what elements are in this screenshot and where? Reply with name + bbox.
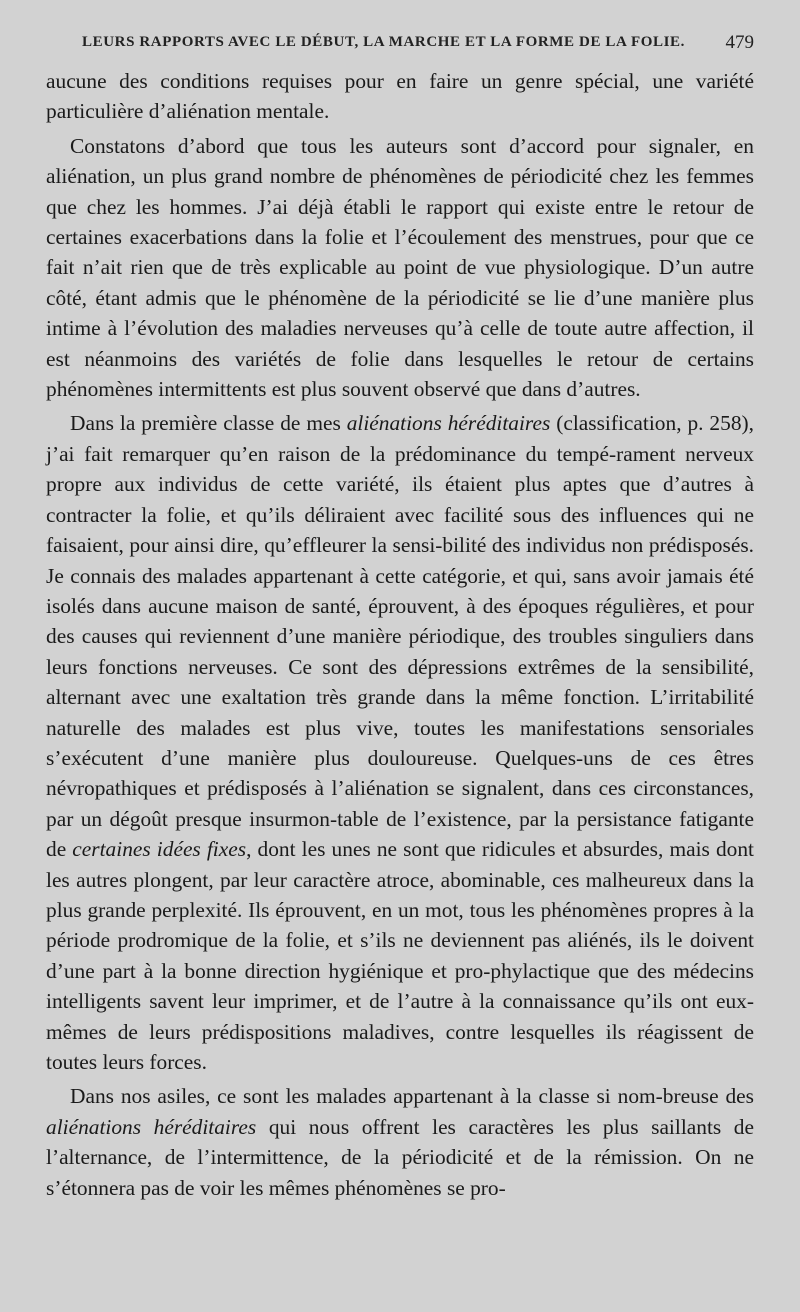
page-header: [82, 34, 752, 56]
paragraph: [46, 1081, 754, 1203]
text-segment: Dans la première classe de mes: [70, 411, 347, 436]
text-segment: (classification, p. 258), j’ai fait remarquer qu’en raison de la prédominance du tempé-rament nerveux propre aux individus de cette variété, ils étaient plus aptes que d’autres à contracter la folie, et qu’ils déliraient avec facilité sous des influences qui ne faisaient, pour ainsi dire, qu’effleurer la sensi-bilité des individus non prédisposés. Je connais des malades appartenant à cette catégorie, et qui, sans avoir jamais été isolés dans aucune maison de santé, éprouvent, à des époques régulières, et pour des causes qui reviennent d’une manière périodique, des troubles singuliers dans leurs fonctions nerveuses. Ce sont des dépressions extrêmes de la sensibilité, alternant avec une exaltation très grande dans la même fonction. L’irritabilité naturelle des malades est plus vive, toutes les manifestations sensoriales s’exécutent d’une manière plus douloureuse. Quelques-uns de ces êtres névropathiques et prédisposés à l’aliénation se signalent, dans ces circonstances, par un dégoût presque insurmon-table de l’existence, par la persistance fatigante de: [46, 411, 754, 862]
italic-text-segment: aliénations héréditaires: [346, 411, 551, 436]
italic-text-segment: aliénations héréditaires: [46, 1114, 257, 1139]
running-title: LEURS RAPPORTS AVEC LE DÉBUT, LA MARCHE ET LA FORME DE LA FOLIE.: [82, 34, 685, 50]
page-number: 479: [725, 32, 754, 53]
paragraph: [46, 66, 754, 127]
paragraph: [46, 408, 754, 1077]
text-segment: Constatons d’abord que tous les auteurs sont d’accord pour signaler, en aliénation, un plus grand nombre de phénomènes de périodicité chez les femmes que chez les hommes. J’ai déjà établi le rapport qui existe entre le retour de certaines exacerbations dans la folie et l’écoulement des menstrues, pour que ce fait n’ait rien que de très explicable au point de vue physiologique. D’un autre côté, étant admis que le phénomène de la périodicité se lie d’une manière plus intime à l’évolution des maladies nerveuses qu’à celle de toute autre affection, il est néanmoins des variétés de folie dans lesquelles le retour de certains phénomènes intermittents est plus souvent observé que dans d’autres.: [46, 133, 754, 402]
body-text: [46, 66, 754, 1207]
text-segment: qui nous offrent les caractères les plus saillants de l’alternance, de l’intermittence, de la périodicité et de la rémission. On ne s’étonnera pas de voir les mêmes phénomènes se pro-: [46, 1114, 754, 1200]
text-segment: aucune des conditions requises pour en faire un genre spécial, une variété particulière d’aliénation mentale.: [46, 69, 754, 124]
text-segment: , dont les unes ne sont que ridicules et absurdes, mais dont les autres plongent, par leur caractère atroce, abominable, ces malheureux dans la plus grande perplexité. Ils éprouvent, en un mot, tous les phénomènes propres à la période prodromique de la folie, et s’ils ne deviennent pas aliénés, ils le doivent d’une part à la bonne direction hygiénique et pro-phylactique que des médecins intelligents savent leur imprimer, et de l’autre à la connaissance qu’ils ont eux-mêmes de leurs prédispositions maladives, contre lesquelles ils réagissent de toutes leurs forces.: [46, 837, 754, 1074]
paragraph: [46, 131, 754, 405]
italic-text-segment: certaines idées fixes: [72, 837, 247, 862]
text-segment: Dans nos asiles, ce sont les malades appartenant à la classe si nom-breuse des: [70, 1084, 754, 1109]
